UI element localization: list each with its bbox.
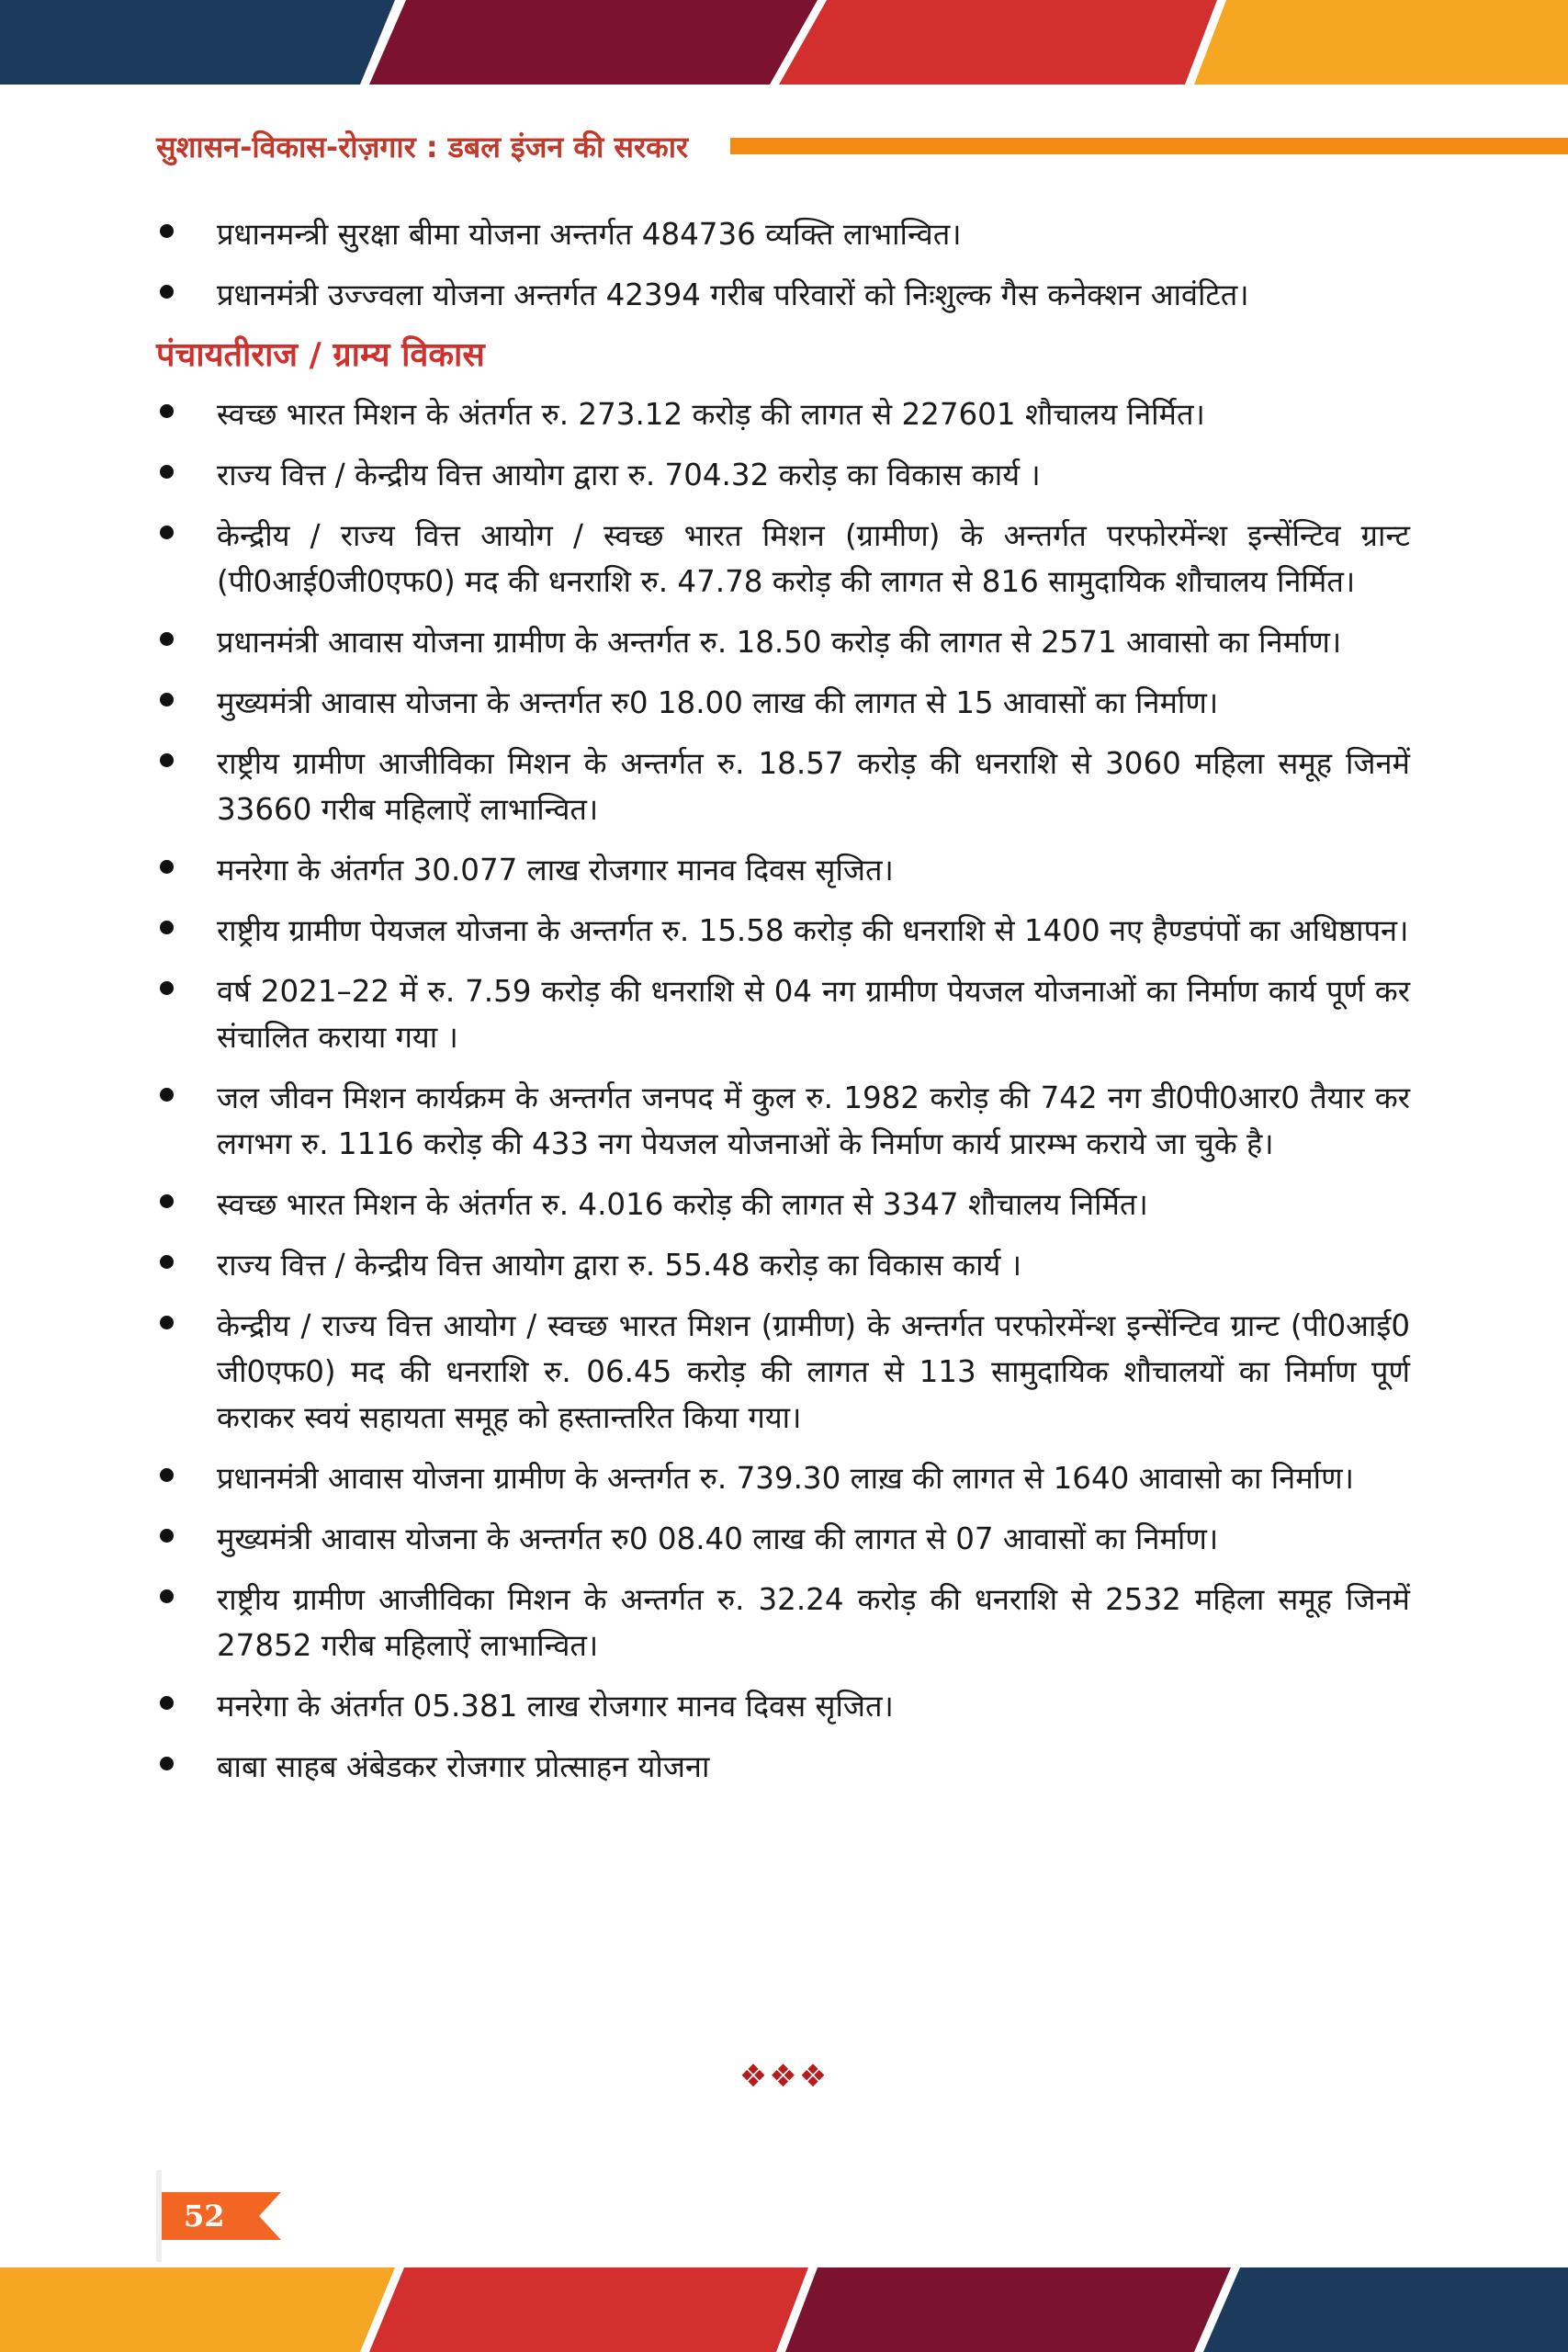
list-item xyxy=(156,1182,1410,1227)
list-item xyxy=(156,1455,1410,1501)
list-item xyxy=(156,452,1410,498)
item-text: वर्ष 2021–22 में रु. 7.59 करोड़ की धनराशि से 04 नग ग्रामीण पेयजल योजनाओं का निर्माण कार्य पूर्ण कर संचालित कराया गया । xyxy=(217,974,1410,1055)
bullet-icon xyxy=(160,465,174,479)
list-item xyxy=(156,847,1410,893)
bullet-icon xyxy=(160,1468,174,1482)
list-item xyxy=(156,513,1410,605)
header-title: सुशासन-विकास-रोज़गार : डबल इंजन की सरकार xyxy=(156,130,689,164)
item-text: स्वच्छ भारत मिशन के अंतर्गत रु. 4.016 करोड़ की लागत से 3347 शौचालय निर्मित। xyxy=(217,1187,1148,1222)
item-text: केन्द्रीय / राज्य वित्त आयोग / स्वच्छ भारत मिशन (ग्रामीण) के अन्तर्गत परफोरमेंन्श इन्सेंन्टिव ग्रान्ट (पी0आई0 जी0एफ0) मद की धनराशि रु. 06.45 करोड़ की लागत से 113 सामुदायिक शौचालयों का निर्माण पूर्ण कराकर स्वयं सहायता समूह को हस्तान्तरित किया गया। xyxy=(217,1308,1410,1435)
item-text: बाबा साहब अंबेडकर रोजगार प्रोत्साहन योजना xyxy=(217,1749,710,1784)
main-content xyxy=(156,211,1410,1804)
list-item xyxy=(156,1516,1410,1562)
item-text: राष्ट्रीय ग्रामीण पेयजल योजना के अन्तर्गत रु. 15.58 करोड़ की धनराशि से 1400 नए हैण्डपंपों का अधिष्ठापन। xyxy=(217,913,1409,948)
bullet-icon xyxy=(160,285,174,299)
page-number: 52 xyxy=(184,2199,225,2233)
list-item xyxy=(156,272,1410,318)
item-text: मुख्यमंत्री आवास योजना के अन्तर्गत रु0 08.40 लाख की लागत से 07 आवासों का निर्माण। xyxy=(217,1521,1219,1556)
list-item xyxy=(156,680,1410,726)
item-text: स्वच्छ भारत मिशन के अंतर्गत रु. 273.12 करोड़ की लागत से 227601 शौचालय निर्मित। xyxy=(217,397,1205,432)
list-item xyxy=(156,619,1410,665)
list-item xyxy=(156,211,1410,257)
list-item xyxy=(156,391,1410,437)
bullet-icon xyxy=(160,1529,174,1543)
item-text: राष्ट्रीय ग्रामीण आजीविका मिशन के अन्तर्गत रु. 18.57 करोड़ की धनराशि से 3060 महिला समूह जिनमें 33660 गरीब महिलाऐं लाभान्वित। xyxy=(217,746,1410,827)
list-item xyxy=(156,908,1410,954)
header-rule xyxy=(730,138,1568,154)
item-text: मनरेगा के अंतर्गत 05.381 लाख रोजगार मानव दिवस सृजित। xyxy=(217,1689,894,1724)
bullet-icon xyxy=(160,404,174,418)
bullet-icon xyxy=(160,526,174,539)
item-text: मुख्यमंत्री आवास योजना के अन्तर्गत रु0 18.00 लाख की लागत से 15 आवासों का निर्माण। xyxy=(217,685,1219,720)
bullet-icon xyxy=(160,1255,174,1269)
item-text: जल जीवन मिशन कार्यक्रम के अन्तर्गत जनपद में कुल रु. 1982 करोड़ की 742 नग डी0पी0आर0 तैयार कर लगभग रु. 1116 करोड़ की 433 नग पेयजल योजनाओं के निर्माण कार्य प्रारम्भ कराये जा चुके है। xyxy=(217,1080,1410,1161)
item-text: प्रधानमन्त्री सुरक्षा बीमा योजना अन्तर्गत 484736 व्यक्ति लाभान्वित। xyxy=(217,217,962,252)
bullet-icon xyxy=(160,1589,174,1603)
list-item xyxy=(156,1075,1410,1167)
item-text: केन्द्रीय / राज्य वित्त आयोग / स्वच्छ भारत मिशन (ग्रामीण) के अन्तर्गत परफोरमेंन्श इन्सेंन्टिव ग्रान्ट (पी0आई0जी0एफ0) मद की धनराशि रु. 47.78 करोड़ की लागत से 816 सामुदायिक शौचालय निर्मित। xyxy=(217,518,1410,599)
item-text: राज्य वित्त / केन्द्रीय वित्त आयोग द्वारा रु. 704.32 करोड़ का विकास कार्य । xyxy=(217,458,1041,492)
list-item xyxy=(156,1303,1410,1441)
bullet-icon xyxy=(160,921,174,934)
section-end-ornament: ❖❖❖ xyxy=(739,2058,829,2095)
bullet-icon xyxy=(160,1316,174,1329)
item-text: मनरेगा के अंतर्गत 30.077 लाख रोजगार मानव दिवस सृजित। xyxy=(217,853,894,888)
item-text: प्रधानमंत्री आवास योजना ग्रामीण के अन्तर्गत रु. 18.50 करोड़ की लागत से 2571 आवासो का निर्माण। xyxy=(217,625,1342,660)
bottom-color-band xyxy=(0,2267,1568,2352)
top-color-band xyxy=(0,0,1568,85)
page-header xyxy=(156,129,1415,165)
item-text: प्रधानमंत्री आवास योजना ग्रामीण के अन्तर्गत रु. 739.30 लाख़ की लागत से 1640 आवासो का निर्माण। xyxy=(217,1461,1354,1496)
bullet-icon xyxy=(160,1757,174,1770)
bullet-icon xyxy=(160,753,174,767)
bullet-icon xyxy=(160,632,174,646)
bullet-icon xyxy=(160,693,174,707)
item-text: राष्ट्रीय ग्रामीण आजीविका मिशन के अन्तर्गत रु. 32.24 करोड़ की धनराशि से 2532 महिला समूह जिनमें 27852 गरीब महिलाऐं लाभान्वित। xyxy=(217,1582,1410,1663)
list-item xyxy=(156,968,1410,1060)
bullet-icon xyxy=(160,1696,174,1710)
section-heading: पंचायतीराज / ग्राम्य विकास xyxy=(156,336,485,374)
list-item xyxy=(156,741,1410,832)
list-item xyxy=(156,1683,1410,1729)
bullet-icon xyxy=(160,224,174,238)
list-item xyxy=(156,1242,1410,1288)
bullet-icon xyxy=(160,1088,174,1102)
list-item xyxy=(156,1744,1410,1790)
bullet-icon xyxy=(160,1194,174,1208)
list-item xyxy=(156,1577,1410,1668)
item-text: प्रधानमंत्री उज्ज्वला योजना अन्तर्गत 42394 गरीब परिवारों को निःशुल्क गैस कनेक्शन आवंटित। xyxy=(217,277,1249,312)
bullet-icon xyxy=(160,860,174,874)
item-text: राज्य वित्त / केन्द्रीय वित्त आयोग द्वारा रु. 55.48 करोड़ का विकास कार्य । xyxy=(217,1248,1022,1283)
bullet-icon xyxy=(160,981,174,995)
